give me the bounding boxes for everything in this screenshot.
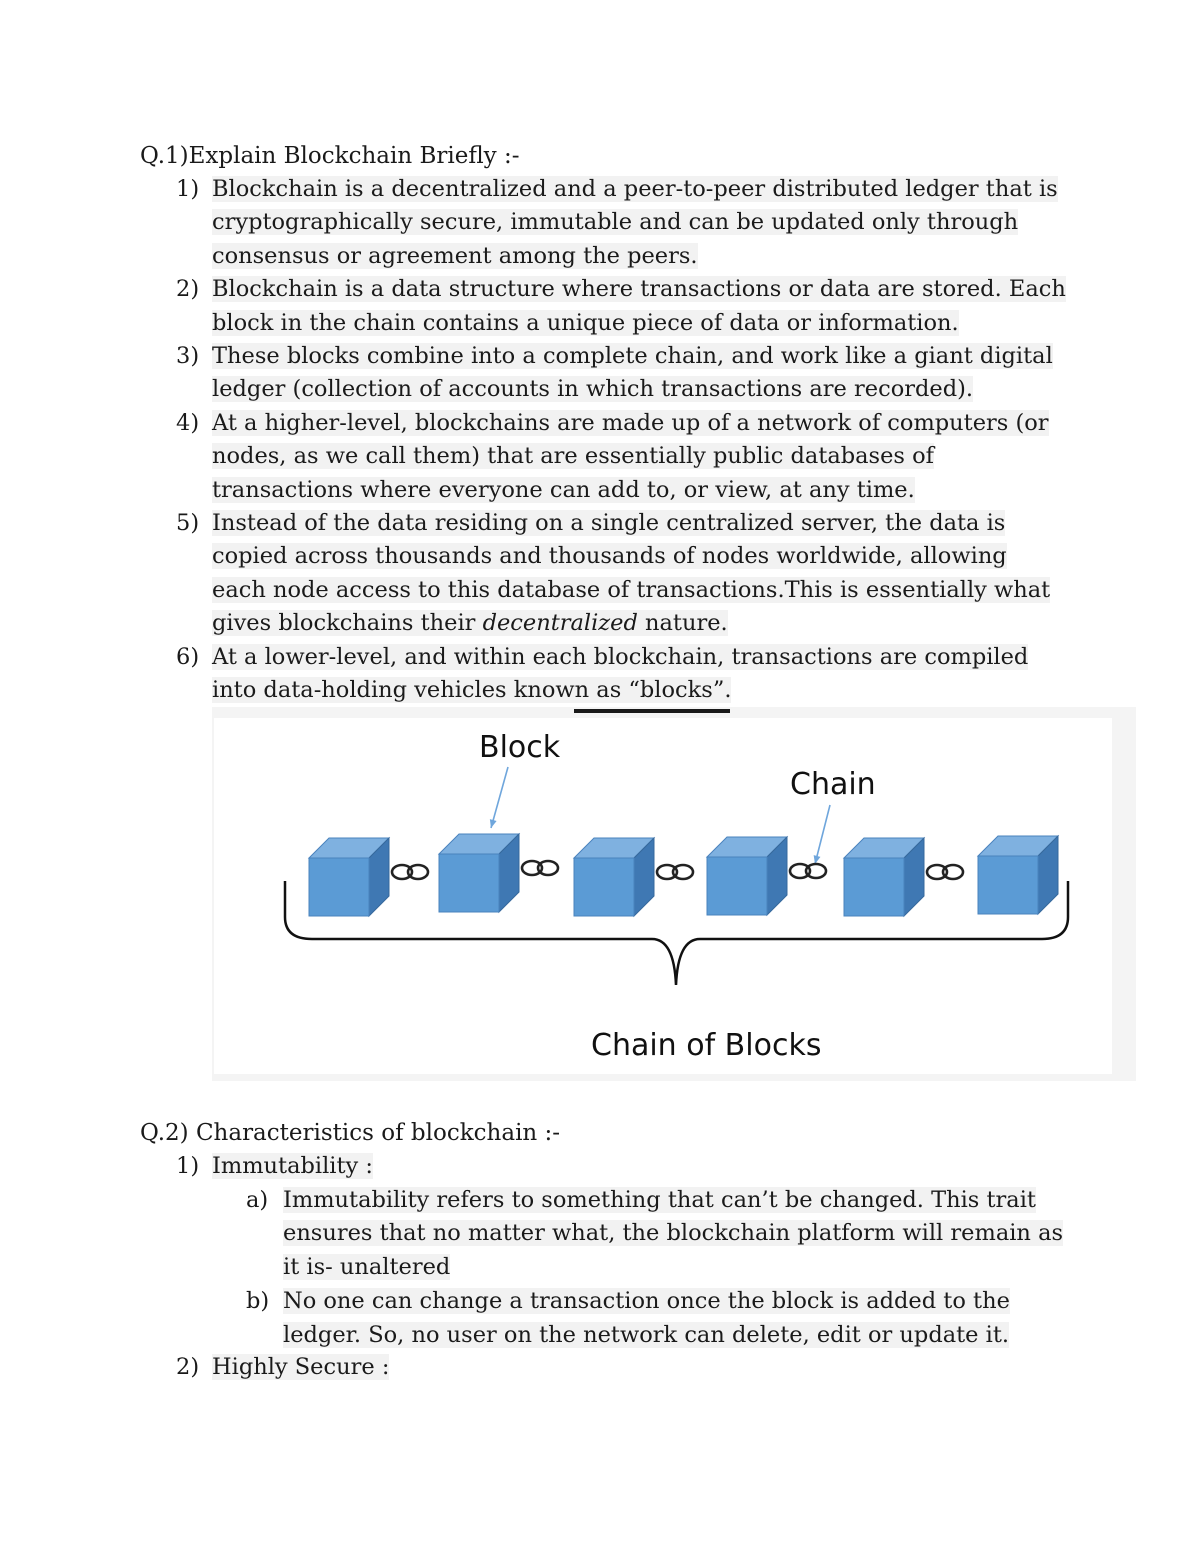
- q2-sub-list: [246, 1184, 1066, 1352]
- sub-list-item-letter: b): [246, 1288, 270, 1315]
- q2-heading: Q.2) Characteristics of blockchain :-: [140, 1120, 561, 1146]
- block-cube: [574, 838, 654, 916]
- q2-list: [176, 1150, 1066, 1183]
- block-cube: [707, 837, 787, 915]
- list-item-text: Immutability :: [212, 1153, 373, 1179]
- block-front-face: [309, 858, 369, 916]
- sub-list-item-text: Immutability refers to something that can’t be changed. This trait ensures that no matter what, the blockchain platform will remain as it is- unaltered: [283, 1187, 1064, 1280]
- q2-list-continued: [176, 1351, 1066, 1384]
- list-item-text: These blocks combine into a complete chain, and work like a giant digital ledger (collection of accounts in which transactions are recorded).: [212, 343, 1053, 403]
- block-pointer-arrow-icon: [490, 767, 508, 828]
- block-front-face: [707, 857, 767, 915]
- list-item-text: Highly Secure :: [212, 1354, 390, 1380]
- list-item-number: 2): [176, 1354, 200, 1380]
- chain-of-blocks-label: Chain of Blocks: [591, 1028, 822, 1063]
- q1-heading: Q.1)Explain Blockchain Briefly :-: [140, 143, 520, 169]
- block-cube: [439, 834, 519, 912]
- list-item-number: 4): [176, 409, 200, 436]
- block-cube: [309, 838, 389, 916]
- list-item: [176, 407, 1066, 507]
- block-front-face: [439, 854, 499, 912]
- list-item-number: 1): [176, 176, 200, 202]
- sub-list-item-letter: a): [246, 1187, 269, 1213]
- chain-label: Chain: [790, 767, 876, 802]
- list-item-text: Blockchain is a decentralized and a peer-to-peer distributed ledger that is cryptographically secure, immutable and can be updated only through consensus or agreement among the peers.: [212, 176, 1058, 269]
- list-item-text: Blockchain is a data structure where transactions or data are stored. Each block in the chain contains a unique piece of data or information.: [212, 276, 1066, 336]
- arrow-shaft: [815, 805, 830, 864]
- list-item-text: At a lower-level, and within each blockchain, transactions are compiled into data-holding vehicles known as “blocks”.: [212, 643, 1029, 704]
- brace-bracket: [285, 881, 1068, 985]
- list-item: [176, 1150, 1066, 1183]
- chain-pointer-arrow-icon: [814, 805, 830, 864]
- list-item-number: 1): [176, 1153, 200, 1179]
- list-item: [176, 1351, 1066, 1384]
- list-item-number: 5): [176, 510, 200, 537]
- block-front-face: [574, 858, 634, 916]
- list-item-number: 2): [176, 276, 200, 303]
- emphasized-word: decentralized: [482, 610, 638, 637]
- list-item: [176, 340, 1066, 407]
- sub-list-item: [246, 1184, 1066, 1284]
- arrow-head: [490, 819, 497, 828]
- list-item-text: [212, 510, 1050, 636]
- list-item-number: 6): [176, 643, 200, 670]
- block-front-face: [844, 858, 904, 916]
- list-item: [176, 273, 1066, 340]
- list-item-text-part: nature.: [637, 610, 728, 637]
- diagram-svg: [212, 707, 1136, 1081]
- arrow-shaft: [491, 767, 508, 828]
- blockchain-diagram: [212, 707, 1136, 1081]
- list-item: [176, 173, 1066, 273]
- chain-link-icon: [927, 865, 963, 879]
- list-item: [176, 507, 1066, 641]
- block-label: Block: [479, 730, 561, 765]
- q1-list: [176, 173, 1066, 708]
- list-item-number: 3): [176, 343, 200, 370]
- list-item: [176, 641, 1066, 708]
- block-cube: [978, 836, 1058, 914]
- block-front-face: [978, 856, 1038, 914]
- diagram-top-bar: [574, 709, 730, 713]
- chain-link-icon: [657, 865, 693, 879]
- chain-link-icon: [392, 865, 428, 879]
- block-cube: [844, 838, 924, 916]
- list-item-text-part: Instead of the data residing on a single centralized server, the data is copied across thousands and thousands of nodes worldwide, allowing each node access to this database of transactions.This is essentially what gives blockchains their: [212, 510, 1051, 637]
- list-item-text: At a higher-level, blockchains are made up of a network of computers (or nodes, as we call them) that are essentially public databases of transactions where everyone can add to, or view, at any time.: [212, 409, 1049, 503]
- sub-list-item: [246, 1285, 1066, 1352]
- chain-link-icon: [790, 864, 826, 878]
- chain-link-icon: [522, 861, 558, 875]
- sub-list-item-text: No one can change a transaction once the block is added to the ledger. So, no user on the network can delete, edit or update it.: [283, 1288, 1010, 1348]
